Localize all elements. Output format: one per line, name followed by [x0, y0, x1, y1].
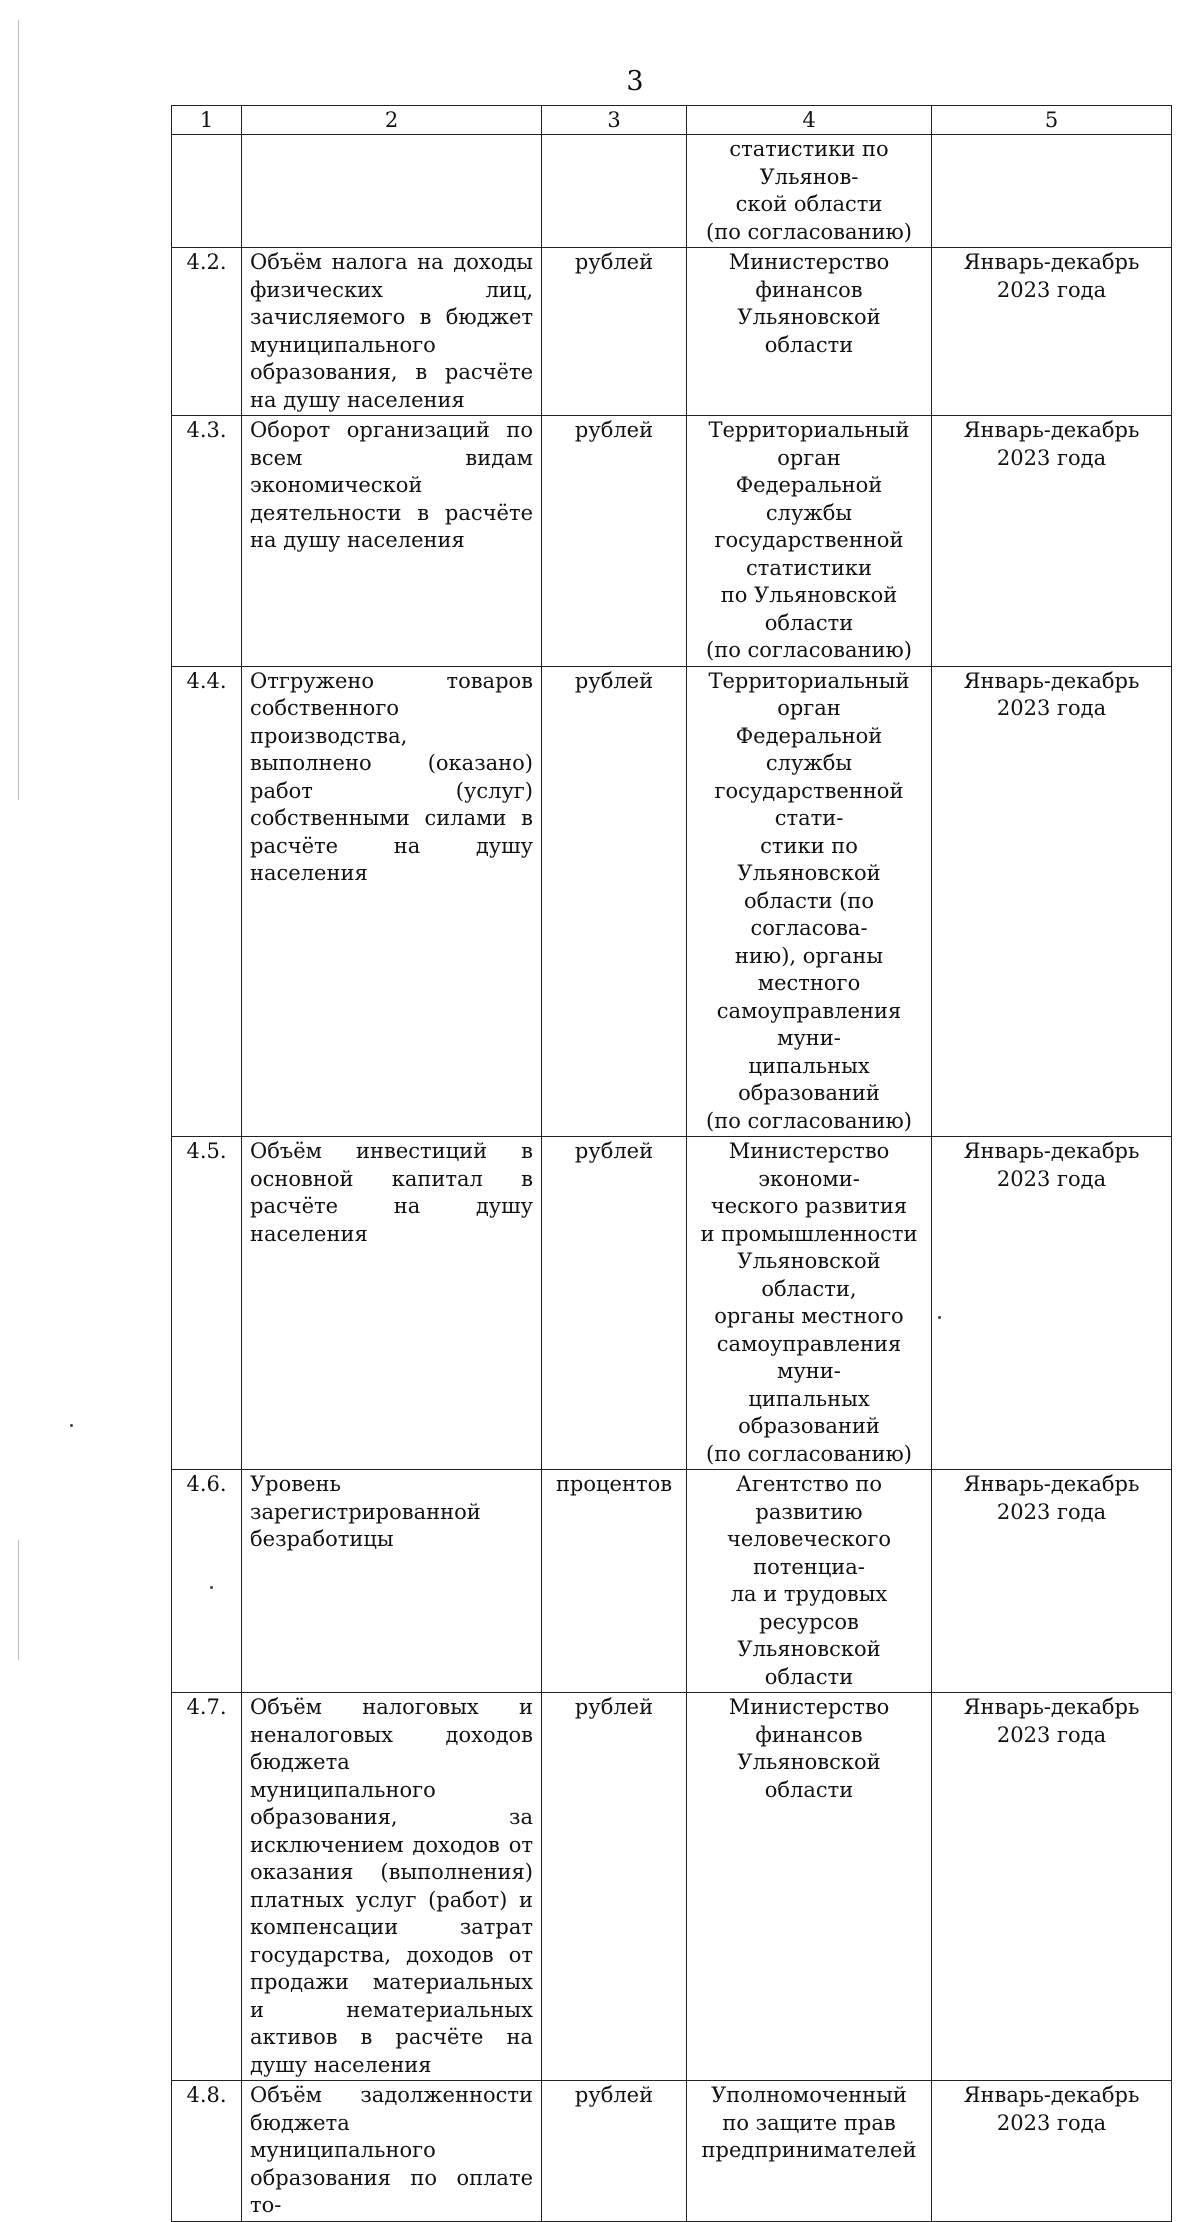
responsible-line: и промышленности [700, 1221, 918, 1246]
unit-cell: рублей [542, 416, 687, 667]
responsible-line: Министерство финансов [728, 1695, 890, 1747]
indicator-name-cell: Оборот организаций по всем видам экономической деятельности в расчёте на душу населения [242, 416, 542, 667]
column-header: 5 [932, 106, 1172, 135]
unit-cell: рублей [542, 1137, 687, 1470]
period-line: 2023 года [996, 1166, 1107, 1191]
row-number-cell: 4.8. [172, 2081, 242, 2222]
period-line: 2023 года [996, 445, 1107, 470]
table-row [172, 416, 1172, 667]
responsible-cell [687, 135, 932, 248]
responsible-line: ципальных образований [738, 1053, 880, 1105]
responsible-line: Агентство по развитию [735, 1472, 883, 1524]
responsible-line: статистики по Ульянов- [729, 137, 889, 189]
responsible-line: самоуправления муни- [716, 998, 902, 1050]
responsible-cell [687, 248, 932, 416]
period-line: Январь-декабрь [963, 1139, 1140, 1163]
column-header: 3 [542, 106, 687, 135]
table-row [172, 248, 1172, 416]
row-number-cell: 4.3. [172, 416, 242, 667]
unit-cell: процентов [542, 1470, 687, 1693]
period-cell [932, 2081, 1172, 2222]
responsible-cell [687, 2081, 932, 2222]
unit-cell [542, 135, 687, 248]
responsible-line: по защите прав [722, 2110, 896, 2135]
unit-cell: рублей [542, 1693, 687, 2081]
period-cell [932, 1693, 1172, 2081]
table-row [172, 2081, 1172, 2222]
responsible-line: Ульяновской области, [737, 1249, 881, 1301]
period-line: Январь-декабрь [963, 418, 1140, 442]
row-number-cell [172, 135, 242, 248]
responsible-line: Министерство экономи- [728, 1139, 890, 1191]
responsible-line: области (по согласова- [743, 888, 875, 940]
period-line: Январь-декабрь [963, 1695, 1140, 1719]
period-line: 2023 года [996, 696, 1107, 720]
table-row [172, 666, 1172, 1137]
period-cell [932, 135, 1172, 248]
table-row [172, 135, 1172, 248]
indicator-name-cell: Объём налога на доходы физических лиц, зачисляемого в бюджет муниципального образования, в расчёте на душу населения [242, 248, 542, 416]
table-body [172, 135, 1172, 2222]
responsible-line: Ульяновской области [737, 1637, 881, 1689]
responsible-line: (по согласованию) [706, 219, 912, 244]
responsible-line: Ульяновской области [737, 305, 881, 357]
responsible-line: по Ульяновской области [720, 583, 898, 635]
responsible-line: самоуправления муни- [716, 1331, 902, 1383]
responsible-line: (по согласованию) [706, 1108, 912, 1133]
table-row [172, 1470, 1172, 1693]
responsible-line: государственной стати- [714, 778, 904, 830]
indicator-name-cell: Объём налоговых и неналоговых доходов бюджета муниципального образования, за исключением доходов от оказания (выполнения) платных услуг (работ) и компенсации затрат государства, доходов от продажи материальных и нематериальных активов в расчёте на душу населения [242, 1693, 542, 2081]
period-line: Январь-декабрь [963, 1472, 1140, 1496]
responsible-line: Министерство финансов [728, 250, 890, 302]
scan-edge-line-lower [18, 1540, 19, 1660]
responsible-line: Федеральной службы [735, 473, 883, 525]
responsible-cell [687, 666, 932, 1137]
period-line: 2023 года [996, 1722, 1107, 1747]
responsible-line: ла и трудовых ресурсов [730, 1582, 888, 1634]
responsible-cell [687, 416, 932, 667]
page-number: 3 [626, 66, 644, 97]
responsible-cell [687, 1137, 932, 1470]
table-header-row [172, 106, 1172, 135]
table-row [172, 1693, 1172, 2081]
responsible-line: Территориальный орган [708, 668, 910, 720]
scan-speck [70, 1424, 73, 1427]
responsible-cell [687, 1470, 932, 1693]
period-line: Январь-декабрь [963, 2083, 1140, 2107]
period-cell [932, 248, 1172, 416]
responsible-line: статистики [745, 555, 872, 580]
responsible-line: государственной [714, 528, 904, 552]
indicators-table [171, 105, 1172, 2222]
row-number-cell: 4.4. [172, 666, 242, 1137]
unit-cell: рублей [542, 666, 687, 1137]
responsible-line: ческого развития [710, 1194, 908, 1218]
responsible-line: человеческого потенциа- [726, 1527, 892, 1579]
indicator-name-cell: Уровень зарегистрированной безработицы [242, 1470, 542, 1693]
period-line: Январь-декабрь [963, 250, 1140, 274]
table-row [172, 1137, 1172, 1470]
unit-cell: рублей [542, 2081, 687, 2222]
responsible-line: Уполномоченный [711, 2083, 907, 2107]
column-header: 2 [242, 106, 542, 135]
unit-cell: рублей [542, 248, 687, 416]
column-header: 4 [687, 106, 932, 135]
row-number-cell: 4.2. [172, 248, 242, 416]
row-number-cell: 4.7. [172, 1693, 242, 2081]
period-cell [932, 1470, 1172, 1693]
period-cell [932, 666, 1172, 1137]
indicator-name-cell: Объём инвестиций в основной капитал в расчёте на душу населения [242, 1137, 542, 1470]
responsible-line: органы местного [714, 1304, 904, 1328]
responsible-line: Ульяновской области [737, 1750, 881, 1802]
column-header: 1 [172, 106, 242, 135]
scan-edge-line [18, 20, 19, 800]
responsible-line: Федеральной службы [735, 723, 883, 775]
responsible-line: нию), органы местного [734, 943, 884, 995]
period-cell [932, 416, 1172, 667]
responsible-line: Территориальный орган [708, 418, 910, 470]
period-line: 2023 года [996, 1499, 1107, 1524]
period-cell [932, 1137, 1172, 1470]
responsible-line: стики по Ульяновской [737, 833, 881, 885]
responsible-cell [687, 1693, 932, 2081]
indicator-name-cell [242, 135, 542, 248]
responsible-line: ципальных образований [738, 1386, 880, 1438]
row-number-cell: 4.6. [172, 1470, 242, 1693]
responsible-line: (по согласованию) [706, 638, 912, 662]
period-line: 2023 года [996, 277, 1107, 302]
indicator-name-cell: Отгружено товаров собственного производства, выполнено (оказано) работ (услуг) собственными силами в расчёте на душу населения [242, 666, 542, 1137]
row-number-cell: 4.5. [172, 1137, 242, 1470]
period-line: Январь-декабрь [963, 668, 1140, 693]
responsible-line: предпринимателей [701, 2138, 917, 2162]
responsible-line: ской области [735, 192, 883, 216]
period-line: 2023 года [996, 2110, 1107, 2135]
responsible-line: (по согласованию) [706, 1441, 912, 1466]
indicator-name-cell: Объём задолженности бюджета муниципального образования по оплате то- [242, 2081, 542, 2222]
